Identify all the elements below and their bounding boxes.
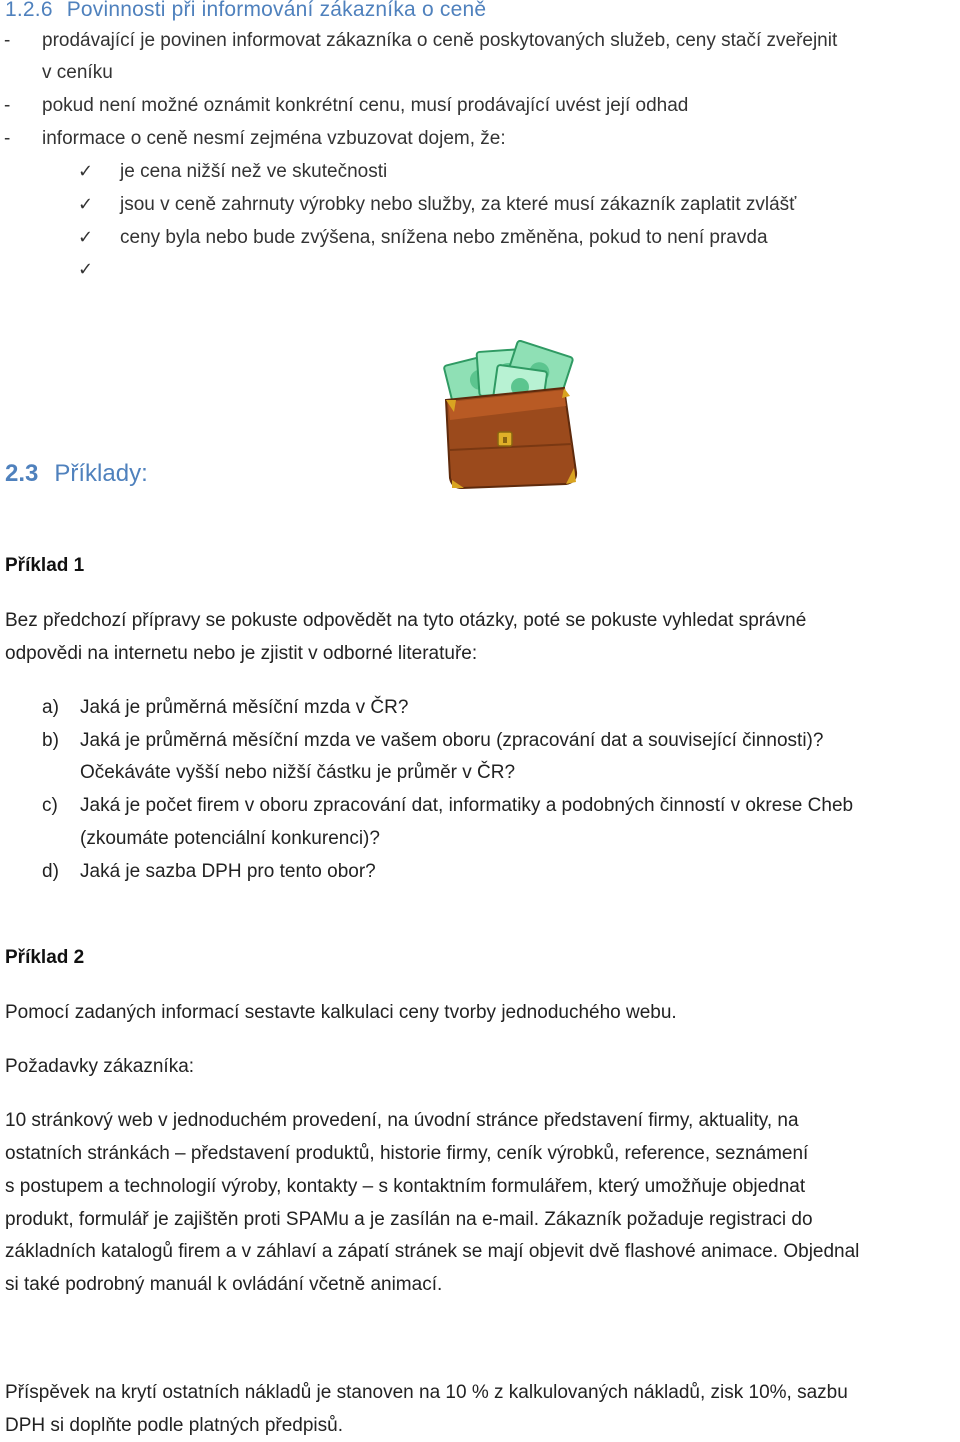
question-item — [42, 697, 952, 721]
example-1-heading: Příklad 1 — [5, 555, 85, 576]
requirements-line: základních katalogů firem a v záhlaví a zápatí stránek se mají objevit dvě flashové animace. Objednal — [5, 1241, 860, 1262]
section-heading-2-3 — [5, 460, 148, 488]
question-text: Očekáváte vyšší nebo nižší částku je průměr v ČR? — [80, 762, 516, 783]
check-item — [78, 161, 948, 185]
checkmark-icon: ✓ — [78, 227, 94, 247]
checkmark-icon: ✓ — [78, 161, 94, 181]
bullet-marker: - — [4, 95, 11, 116]
question-text: Jaká je počet firem v oboru zpracování dat, informatiky a podobných činností v okrese Cheb — [80, 795, 854, 816]
contribution-line: DPH si doplňte podle platných předpisů. — [5, 1415, 343, 1436]
question-text: Jaká je průměrná měsíční mzda v ČR? — [80, 697, 409, 718]
checkmark-icon: ✓ — [78, 194, 94, 214]
example-1-intro-line: Bez předchozí přípravy se pokuste odpovědět na tyto otázky, poté se pokuste vyhledat správné — [5, 610, 807, 631]
check-item — [78, 194, 948, 218]
bullet-text: v ceníku — [42, 62, 113, 83]
bullet-item — [4, 95, 954, 119]
question-item — [42, 730, 952, 754]
requirements-label: Požadavky zákazníka: — [5, 1056, 195, 1077]
check-item — [78, 227, 948, 251]
requirements-line: ostatních stránkách – představení produktů, historie firmy, ceník výrobků, reference, seznámení — [5, 1143, 809, 1164]
requirements-line: produkt, formulář je zajištěn proti SPAMu a je zasílán na e-mail. Zákazník požaduje registraci do — [5, 1209, 813, 1230]
question-item — [42, 795, 952, 819]
bullet-item — [4, 128, 954, 152]
check-item — [78, 259, 948, 283]
section-number: 1.2.6 — [5, 0, 53, 21]
example-1-intro-line: odpovědi na internetu nebo je zjistit v odborné literatuře: — [5, 643, 478, 664]
checkmark-icon: ✓ — [78, 259, 94, 279]
bullet-marker: - — [4, 30, 11, 51]
briefcase-with-money-icon — [440, 340, 580, 490]
question-text: Jaká je sazba DPH pro tento obor? — [80, 861, 376, 882]
requirements-line: si také podrobný manuál k ovládání včetně animací. — [5, 1274, 443, 1295]
bullet-continuation — [4, 62, 954, 86]
bullet-text: pokud není možné oznámit konkrétní cenu, musí prodávající uvést její odhad — [42, 95, 689, 116]
question-continuation — [42, 762, 952, 786]
section-number: 2.3 — [5, 460, 39, 487]
section-heading-1-2-6 — [5, 0, 486, 22]
contribution-line: Příspěvek na krytí ostatních nákladů je stanoven na 10 % z kalkulovaných nákladů, zisk 10%, sazbu — [5, 1382, 848, 1403]
question-marker: c) — [42, 795, 58, 816]
section-title: Povinnosti při informování zákazníka o ceně — [66, 0, 487, 21]
check-text: je cena nižší než ve skutečnosti — [120, 161, 388, 182]
requirements-line: 10 stránkový web v jednoduchém provedení, na úvodní stránce představení firmy, aktuality, na — [5, 1110, 799, 1131]
example-2-intro: Pomocí zadaných informací sestavte kalkulaci ceny tvorby jednoduchého webu. — [5, 1002, 677, 1023]
check-text: ceny byla nebo bude zvýšena, snížena nebo změněna, pokud to není pravda — [120, 227, 768, 248]
check-text: jsou v ceně zahrnuty výrobky nebo služby, za které musí zákazník zaplatit zvlášť — [120, 194, 797, 215]
question-marker: b) — [42, 730, 59, 751]
bullet-text: prodávající je povinen informovat zákazníka o ceně poskytovaných služeb, ceny stačí zveřejnit — [42, 30, 838, 51]
bullet-text: informace o ceně nesmí zejména vzbuzovat dojem, že: — [42, 128, 506, 149]
section-title: Příklady: — [54, 460, 148, 487]
question-continuation — [42, 828, 952, 852]
question-marker: a) — [42, 697, 59, 718]
question-text: (zkoumáte potenciální konkurenci)? — [80, 828, 380, 849]
requirements-line: s postupem a technologií výroby, kontakty – s kontaktním formulářem, který umožňuje objednat — [5, 1176, 806, 1197]
bullet-item — [4, 30, 954, 54]
question-text: Jaká je průměrná měsíční mzda ve vašem oboru (zpracování dat a související činnosti)? — [80, 730, 824, 751]
example-2-heading: Příklad 2 — [5, 947, 85, 968]
bullet-marker: - — [4, 128, 11, 149]
question-item — [42, 861, 952, 885]
question-marker: d) — [42, 861, 59, 882]
